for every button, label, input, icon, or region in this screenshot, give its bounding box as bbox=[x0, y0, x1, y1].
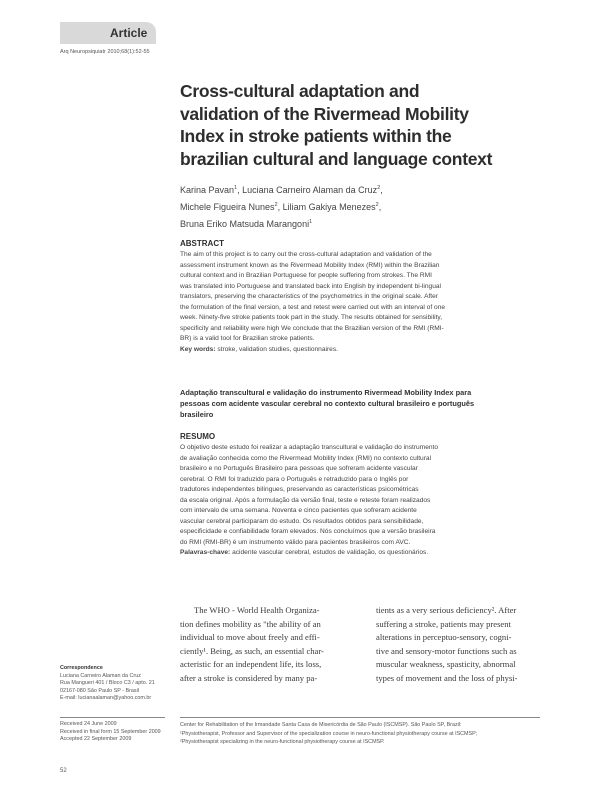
sidebar-divider bbox=[60, 717, 165, 718]
body-line: muscular weakness, spasticity, abnormal bbox=[376, 659, 516, 669]
resumo-line: brasileiro e no Português Brasileiro para pessoas que sofreram acidente vascular bbox=[180, 465, 418, 472]
resumo-body bbox=[180, 443, 438, 559]
dates-block bbox=[60, 721, 161, 744]
title-line: validation of the Rivermead Mobility bbox=[180, 103, 469, 124]
title-line: Index in stroke patients within the bbox=[180, 126, 452, 146]
body-line: tients as a very serious deficiency². After bbox=[376, 605, 517, 615]
affiliation-line: ¹Physiotherapist, Professor and Supervisor of the specialization course in neuro-functional physiotherapy course at ISCMSP; bbox=[180, 730, 478, 737]
affiliation-line: Center for Rehabilitation of the Irmandade Santa Casa de Misericórdia de São Paulo (ISCMSP). São Paulo SP, Brazil: bbox=[180, 722, 462, 728]
date-line: Received in final form 15 September 2009 bbox=[60, 728, 161, 735]
abstract-heading: ABSTRACT bbox=[180, 239, 224, 248]
body-line: after a stroke is considered by many pa- bbox=[180, 672, 318, 683]
abstract-line: The aim of this project is to carry out the cross-cultural adaptation and validation of the bbox=[180, 251, 432, 258]
abstract-line: was translated into Portuguese and translated back into English by independent bi-lingual bbox=[180, 282, 441, 290]
author-line: Karina Pavan$^1$, Luciana Carneiro Alaman da Cruz$^2$, bbox=[180, 185, 383, 195]
abstract-body bbox=[180, 250, 445, 355]
affiliations-block bbox=[180, 721, 477, 747]
body-line: tion defines mobility as "the ability of an bbox=[180, 618, 321, 629]
author-line: Michele Figueira Nunes$^2$, Liliam Gakiya Menezes$^2$, bbox=[180, 202, 382, 212]
portuguese-title bbox=[180, 387, 474, 420]
correspondence-line: Rua Mangueri 401 / Bloco C3 / apto. 21 bbox=[60, 680, 155, 687]
resumo-heading: RESUMO bbox=[180, 432, 216, 441]
author-line: Bruna Eriko Matsuda Marangoni$^1$ bbox=[180, 219, 313, 229]
abstract-line: the formulation of the final version, a test and retest were carried out with an interval of one bbox=[180, 303, 445, 311]
abstract-line: cultural context and in Brazilian Portuguese for people suffering from strokes. The RMI bbox=[180, 272, 432, 279]
resumo-line: da escala original. Após a formulação da versão final, teste e reteste foram realizados bbox=[180, 496, 431, 504]
author-list bbox=[180, 181, 383, 232]
abstract-line: specificity and reliability were high We conclude that the Brazilian version of the RMI (RMI- bbox=[180, 324, 444, 332]
title-line: brazilian cultural and language context bbox=[180, 148, 493, 169]
body-line: alterations in perceptuo-sensory, cogni- bbox=[376, 632, 512, 642]
body-line: suffering a stroke, patients may present bbox=[376, 618, 511, 629]
abstract-keywords: Key words: stroke, validation studies, questionnaires. bbox=[180, 345, 338, 353]
correspondence-line: 02167-080 São Paulo SP - Brasil bbox=[60, 687, 140, 694]
date-line: Received 24 June 2009 bbox=[60, 721, 117, 727]
body-line: The WHO - World Health Organiza- bbox=[194, 605, 320, 615]
resumo-line: com intervalo de uma semana. Noventa e cinco pacientes que sofreram acidente bbox=[180, 507, 417, 514]
journal-reference: Arq Neuropsiquiatr 2010;68(1):52-55 bbox=[60, 49, 150, 55]
body-line: tive and sensory-motor functions such as bbox=[376, 645, 517, 656]
abstract-line: BR) is a valid tool for Brazilian stroke patients. bbox=[180, 335, 315, 342]
correspondence-heading: Correspondence bbox=[60, 665, 103, 671]
body-column-2 bbox=[376, 604, 518, 685]
resumo-line: cerebral. O RMI foi traduzido para o Português e retraduzido para o Inglês por bbox=[180, 475, 409, 483]
section-tab bbox=[60, 22, 156, 44]
body-line: individual to move about freely and effi- bbox=[180, 632, 320, 642]
body-line: acteristic for an independent life, its loss, bbox=[180, 659, 322, 669]
abstract-line: translators, preserving the characteristics of the psychometrics in the original scale. After bbox=[180, 293, 439, 300]
resumo-line: de avaliação conhecida como the Rivermead Mobility Index (RMI) no contexto cultural bbox=[180, 454, 432, 462]
portuguese-title-line: Adaptação transcultural e validação do instrumento Rivermead Mobility Index para bbox=[180, 388, 472, 397]
resumo-line: tradutores independentes bilíngues, preservando as características psicométricas bbox=[180, 486, 419, 493]
page-number: 52 bbox=[60, 768, 67, 774]
date-line: Accepted 22 September 2009 bbox=[60, 736, 132, 743]
abstract-line: assessment instrument known as the Rivermead Mobility Index (RMI) within the Brazilian bbox=[180, 261, 440, 269]
affiliation-line: ²Physiotherapist specializing in the neuro-functional physiotherapy course at ISCMSP. bbox=[180, 739, 385, 745]
portuguese-title-line: pessoas com acidente vascular cerebral no contexto cultural brasileiro e português bbox=[180, 399, 475, 408]
resumo-line: O objetivo deste estudo foi realizar a adaptação transcultural e validação do instrumento bbox=[180, 444, 439, 451]
body-line: types of movement and the loss of physi- bbox=[376, 672, 518, 683]
section-label: Article bbox=[110, 26, 148, 40]
correspondence-block bbox=[60, 665, 155, 703]
resumo-line: vascular cerebral participaram do estudo. Os resultados obtidos para sensibilidade, bbox=[180, 517, 424, 525]
resumo-line: do RMI (RMI-BR) é um instrumento válido para pacientes brasileiros com AVC. bbox=[180, 538, 411, 546]
correspondence-line: Luciana Carneiro Alaman da Cruz bbox=[60, 672, 141, 679]
footnote-divider bbox=[180, 717, 540, 718]
resumo-line: especificidade e confiabilidade foram elevados. Nós concluímos que a versão brasileira bbox=[180, 528, 436, 535]
body-line: ciently¹. Being, as such, an essential char- bbox=[180, 645, 324, 656]
resumo-keywords: Palavras-chave: acidente vascular cerebral, estudos de validação, os questionários. bbox=[180, 549, 429, 556]
correspondence-line: E-mail: lucianaalaman@yahoo.com.br bbox=[60, 695, 152, 702]
article-title bbox=[180, 80, 540, 170]
abstract-line: week. Ninety-five stroke patients took part in the study. The results obtained for sensibility, bbox=[180, 314, 443, 321]
body-column-1 bbox=[180, 604, 324, 685]
portuguese-title-line: brasileiro bbox=[180, 410, 214, 419]
title-line: Cross-cultural adaptation and bbox=[180, 81, 420, 101]
